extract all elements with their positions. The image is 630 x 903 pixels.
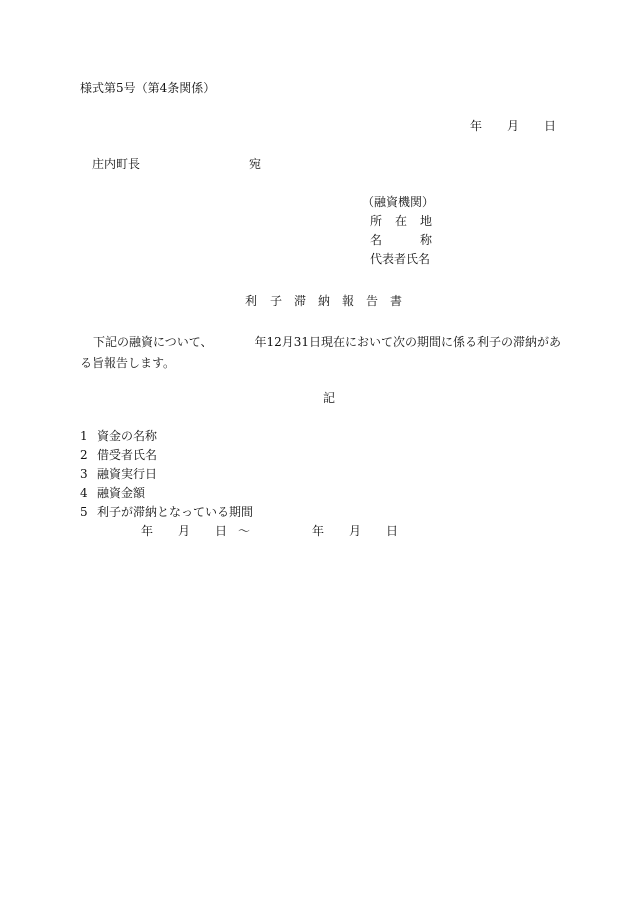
name-label-2: 称 <box>420 233 433 247</box>
item-number: 1 <box>80 429 88 443</box>
title-char-1: 利 <box>245 294 258 308</box>
period-day-end: 日 <box>386 524 399 538</box>
item-label: 融資金額 <box>97 486 146 500</box>
period-month-end: 月 <box>349 524 362 538</box>
title-char-3: 滞 <box>294 294 307 308</box>
date-day: 日 <box>544 119 557 133</box>
period-tilde: ～ <box>238 524 251 538</box>
date-year: 年 <box>470 119 483 133</box>
period-year-end: 年 <box>312 524 325 538</box>
title-char-4: 納 <box>318 294 331 308</box>
period-month-start: 月 <box>178 524 191 538</box>
item-label: 利子が滞納となっている期間 <box>97 505 254 519</box>
addressee-name: 庄内町長 <box>92 157 141 171</box>
addressee-suffix: 宛 <box>249 157 262 171</box>
rep-label: 代表者氏名 <box>370 252 431 266</box>
period-year-start: 年 <box>141 524 154 538</box>
sender-heading: （融資機関） <box>362 195 435 209</box>
title-char-5: 報 <box>342 294 355 308</box>
address-label-2: 在 <box>395 214 408 228</box>
item-number: 3 <box>80 467 88 481</box>
ki-heading: 記 <box>323 391 336 405</box>
item-label: 資金の名称 <box>97 429 158 443</box>
item-number: 4 <box>80 486 88 500</box>
date-month: 月 <box>507 119 520 133</box>
item-label: 借受者氏名 <box>97 448 158 462</box>
name-label-1: 名 <box>370 233 383 247</box>
item-number: 5 <box>80 505 88 519</box>
address-label-1: 所 <box>370 214 383 228</box>
address-label-3: 地 <box>420 214 433 228</box>
title-char-6: 告 <box>366 294 379 308</box>
item-label: 融資実行日 <box>97 467 158 481</box>
title-char-7: 書 <box>390 294 403 308</box>
body-paragraph: 下記の融資について、 年12月31日現在において次の期間に係る利子の滞納がある旨報告します。 <box>80 335 562 370</box>
title-char-2: 子 <box>270 294 283 308</box>
period-day-start: 日 <box>215 524 228 538</box>
form-number: 様式第5号（第4条関係） <box>80 81 216 95</box>
item-number: 2 <box>80 448 88 462</box>
